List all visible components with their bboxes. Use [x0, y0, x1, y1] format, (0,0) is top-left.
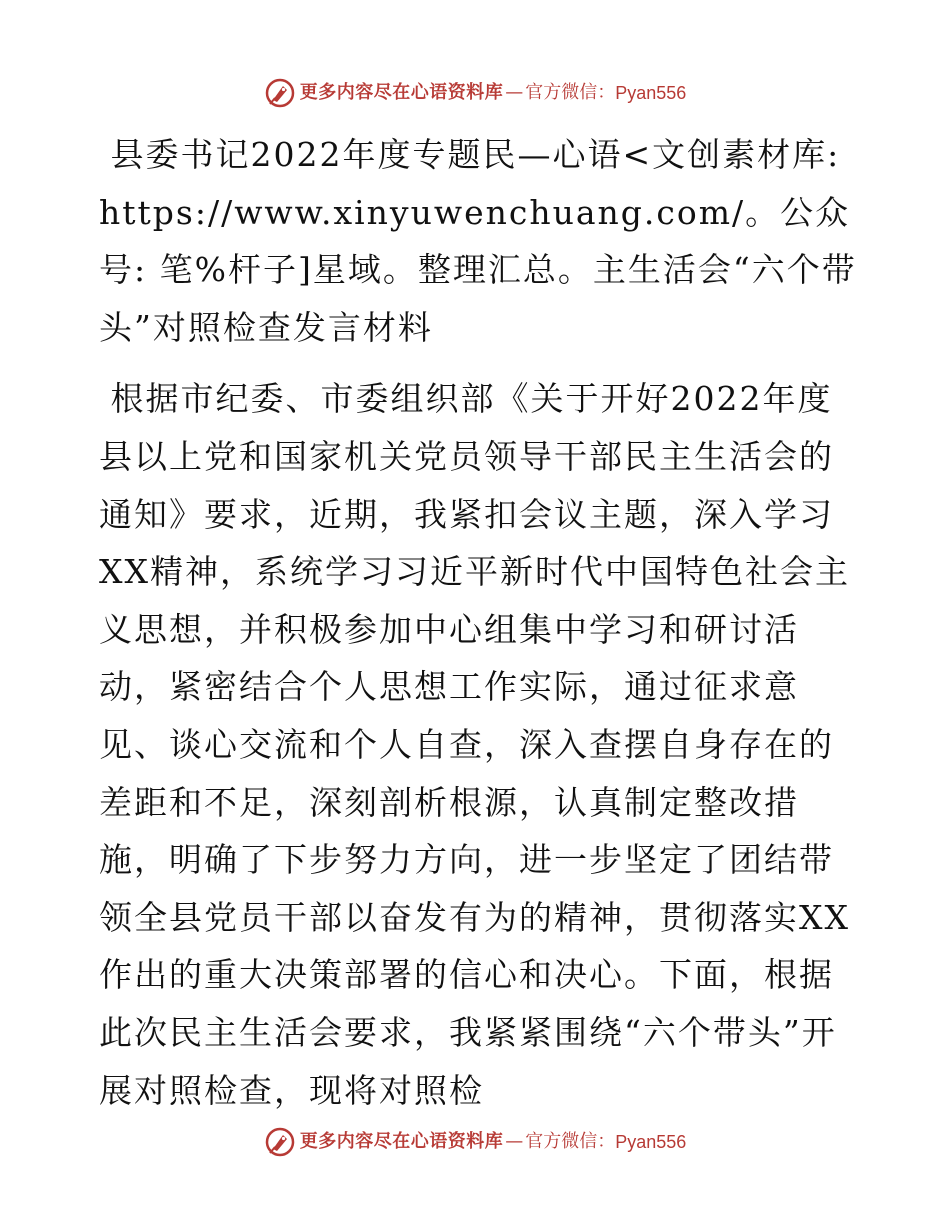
pen-nib-logo-icon [264, 77, 296, 109]
footer-banner [0, 1126, 950, 1158]
banner-slogan: 更多内容尽在心语资料库 [299, 82, 504, 103]
document-body [99, 126, 859, 1119]
banner-wechat-label: 官方微信： [525, 1131, 616, 1152]
banner-wechat-label: 官方微信： [525, 82, 616, 103]
banner-wechat-id: Pyan556 [615, 83, 687, 103]
banner-wechat-id: Pyan556 [615, 1132, 687, 1152]
pen-nib-logo-icon [264, 1126, 296, 1158]
banner-separator: — [505, 82, 524, 103]
body-paragraph: 根据市纪委、市委组织部《关于开好2022年度县以上党和国家机关党员领导干部民主生活会的通知》要求，近期，我紧扣会议主题，深入学习XX精神，系统学习习近平新时代中国特色社会主义思想，并积极参加中心组集中学习和研讨活动，紧密结合个人思想工作实际，通过征求意见、谈心交流和个人自查，深入查摆自身存在的差距和不足，深刻剖析根源，认真制定整改措施，明确了下步努力方向，进一步坚定了团结带领全县党员干部以奋发有为的精神，贯彻落实XX作出的重大决策部署的信心和决心。下面，根据此次民主生活会要求，我紧紧围绕“六个带头”开展对照检查，现将对照检 [99, 379, 850, 1110]
document-title: 县委书记2022年度专题民—心语<文创素材库: https://www.xinyuwenchuang.com/。公众号: 笔%杆子]星域。整理汇总。主生活会“六个带头”对照检查发言材料 [99, 135, 857, 347]
header-banner [0, 77, 950, 109]
banner-separator: — [505, 1131, 524, 1152]
banner-slogan: 更多内容尽在心语资料库 [299, 1131, 504, 1152]
